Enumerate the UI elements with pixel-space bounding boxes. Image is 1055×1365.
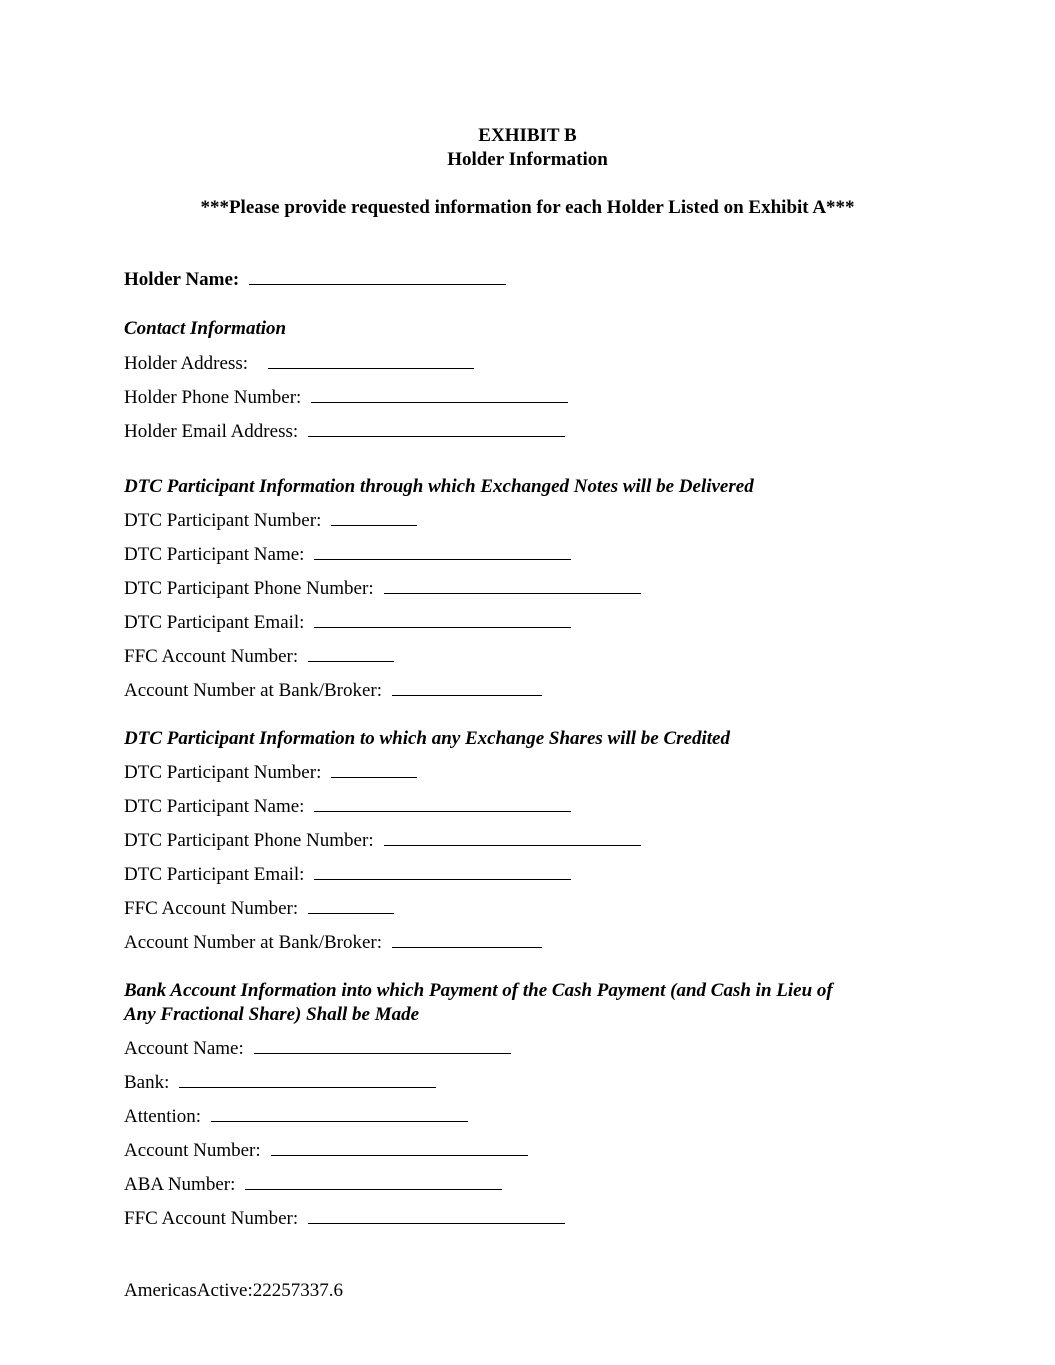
holder-name-field[interactable] [249,268,506,285]
dtc-shares-account-row [124,931,542,954]
dtc-notes-ffc-label: FFC Account Number: [124,646,299,667]
dtc-notes-number-field[interactable] [331,509,417,526]
bank-account-name-field[interactable] [254,1037,511,1054]
holder-address-label: Holder Address: [124,353,249,374]
bank-row [124,1071,436,1094]
holder-address-field[interactable] [268,352,474,369]
footer-document-id: AmericasActive:22257337.6 [124,1280,343,1301]
holder-email-label: Holder Email Address: [124,421,299,442]
exhibit-subtitle: Holder Information [447,149,608,170]
dtc-notes-phone-label: DTC Participant Phone Number: [124,578,374,599]
bank-field[interactable] [179,1071,436,1088]
dtc-notes-account-label: Account Number at Bank/Broker: [124,680,383,701]
dtc-notes-account-field[interactable] [392,679,542,696]
dtc-notes-number-label: DTC Participant Number: [124,510,322,531]
holder-email-field[interactable] [308,420,565,437]
dtc-notes-number-row [124,509,417,532]
holder-name-label: Holder Name: [124,269,240,290]
dtc-shares-email-row [124,863,571,886]
dtc-notes-name-field[interactable] [314,543,571,560]
bank-ffc-row [124,1207,565,1230]
bank-account-name-label: Account Name: [124,1038,244,1059]
bank-account-number-field[interactable] [271,1139,528,1156]
dtc-shares-phone-row [124,829,641,852]
bank-attention-label: Attention: [124,1106,202,1127]
bank-account-number-label: Account Number: [124,1140,261,1161]
dtc-shares-account-field[interactable] [392,931,542,948]
dtc-notes-phone-row [124,577,641,600]
dtc-shares-ffc-row [124,897,394,920]
dtc-notes-email-field[interactable] [314,611,571,628]
dtc-shares-section-title: DTC Participant Information to which any Exchange Shares will be Credited [124,728,730,749]
dtc-notes-name-label: DTC Participant Name: [124,544,305,565]
bank-aba-field[interactable] [245,1173,502,1190]
dtc-shares-phone-field[interactable] [384,829,641,846]
instruction-text: ***Please provide requested information for each Holder Listed on Exhibit A*** [200,197,855,218]
dtc-shares-ffc-field[interactable] [308,897,394,914]
holder-phone-row [124,386,568,409]
dtc-notes-email-row [124,611,571,634]
dtc-notes-ffc-row [124,645,394,668]
holder-phone-label: Holder Phone Number: [124,387,302,408]
dtc-notes-section-title: DTC Participant Information through which Exchanged Notes will be Delivered [124,476,754,497]
bank-attention-row [124,1105,468,1128]
dtc-notes-phone-field[interactable] [384,577,641,594]
holder-name-row [124,268,506,291]
dtc-notes-account-row [124,679,542,702]
dtc-shares-name-row [124,795,571,818]
dtc-notes-name-row [124,543,571,566]
dtc-notes-ffc-field[interactable] [308,645,394,662]
bank-aba-row [124,1173,502,1196]
dtc-shares-account-label: Account Number at Bank/Broker: [124,932,383,953]
bank-section-title-line2: Any Fractional Share) Shall be Made [124,1004,420,1025]
bank-attention-field[interactable] [211,1105,468,1122]
bank-aba-label: ABA Number: [124,1174,236,1195]
dtc-shares-email-label: DTC Participant Email: [124,864,305,885]
bank-ffc-field[interactable] [308,1207,565,1224]
dtc-shares-number-label: DTC Participant Number: [124,762,322,783]
bank-account-name-row [124,1037,511,1060]
holder-phone-field[interactable] [311,386,568,403]
dtc-shares-email-field[interactable] [314,863,571,880]
bank-ffc-label: FFC Account Number: [124,1208,299,1229]
holder-email-row [124,420,565,443]
holder-address-row [124,352,474,375]
dtc-shares-number-row [124,761,417,784]
contact-section-title: Contact Information [124,318,287,339]
dtc-shares-ffc-label: FFC Account Number: [124,898,299,919]
dtc-shares-number-field[interactable] [331,761,417,778]
dtc-shares-phone-label: DTC Participant Phone Number: [124,830,374,851]
bank-account-number-row [124,1139,528,1162]
bank-section-title-line1: Bank Account Information into which Payment of the Cash Payment (and Cash in Lieu of [124,980,833,1001]
dtc-shares-name-field[interactable] [314,795,571,812]
bank-label: Bank: [124,1072,170,1093]
dtc-shares-name-label: DTC Participant Name: [124,796,305,817]
exhibit-title: EXHIBIT B [478,125,577,146]
dtc-notes-email-label: DTC Participant Email: [124,612,305,633]
